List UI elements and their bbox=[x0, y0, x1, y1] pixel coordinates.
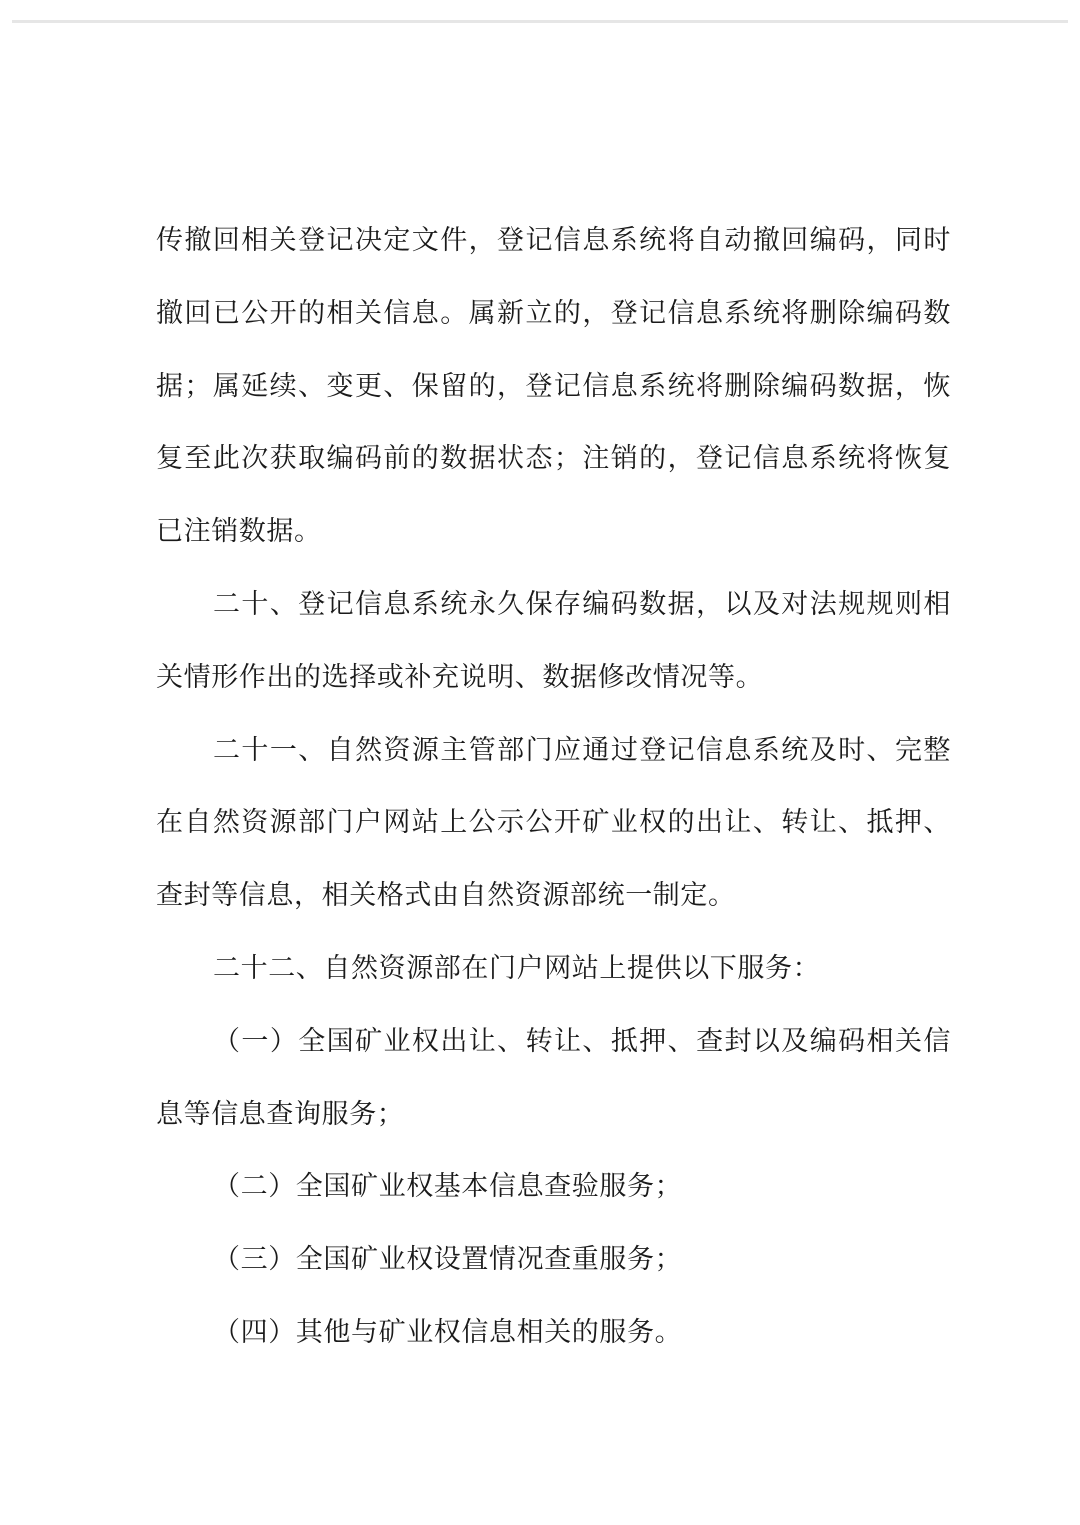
list-item-3: （三）全国矿业权设置情况查重服务； bbox=[213, 1244, 683, 1276]
paragraph-article-22: 二十二、自然资源部在门户网站上提供以下服务： bbox=[213, 952, 821, 984]
list-item-2: （二）全国矿业权基本信息查验服务； bbox=[213, 1171, 683, 1203]
list-item-1: （一）全国矿业权出让、转让、抵押、查封以及编码相关信息等信息查询服务； bbox=[156, 1025, 951, 1130]
paragraph-continuation: 传撤回相关登记决定文件，登记信息系统将自动撤回编码，同时撤回已公开的相关信息。属新立的，登记信息系统将删除编码数据；属延续、变更、保留的，登记信息系统将删除编码数据，恢复至此次获取编码前的数据状态；注销的，登记信息系统将恢复已注销数据。 bbox=[156, 225, 951, 548]
paragraph-article-20: 二十、登记信息系统永久保存编码数据，以及对法规规则相关情形作出的选择或补充说明、数据修改情况等。 bbox=[156, 588, 951, 693]
page-top-edge bbox=[12, 20, 1068, 23]
list-item-4: （四）其他与矿业权信息相关的服务。 bbox=[213, 1316, 683, 1348]
paragraph-article-21: 二十一、自然资源主管部门应通过登记信息系统及时、完整在自然资源部门户网站上公示公开矿业权的出让、转让、抵押、查封等信息，相关格式由自然资源部统一制定。 bbox=[156, 734, 951, 912]
document-body bbox=[156, 205, 951, 1370]
